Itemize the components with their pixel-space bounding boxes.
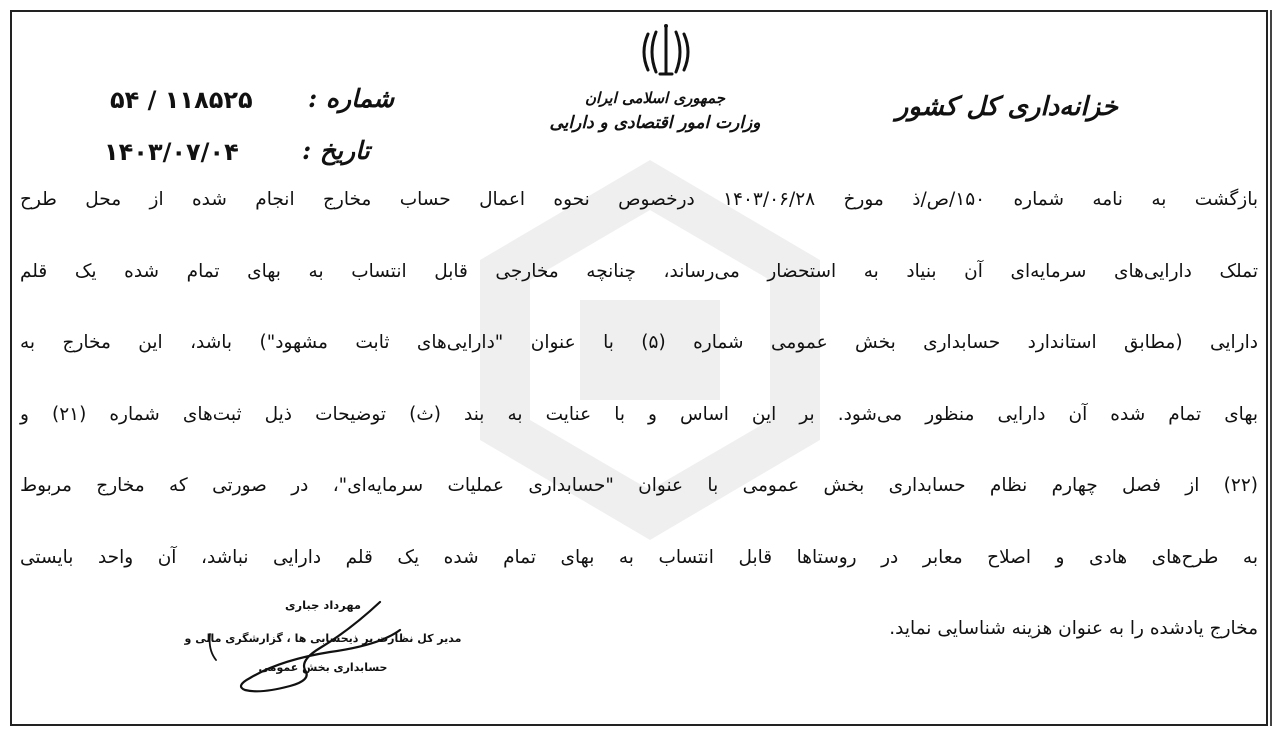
- republic-name: جمهوری اسلامی ایران: [584, 89, 726, 107]
- body-line: به طرح‌های هادی و اصلاح معابر در روستاها قابل انتساب به بهای تمام شده یک قلم دارایی نباشد، آن واحد بایستی: [20, 546, 1258, 568]
- body-line: بهای تمام شده آن دارایی منظور می‌شود. بر این اساس و با عنایت به بند (ث) توضیحات ذیل ثبت‌های شماره (۲۱) و: [20, 403, 1258, 425]
- body-line: دارایی (مطابق استاندارد حسابداری بخش عمومی شماره (۵) با عنوان "دارایی‌های ثابت مشهود") باشد، این مخارج به: [20, 332, 1258, 353]
- body-line: مخارج یادشده را به عنوان هزینه شناسایی نماید.: [889, 618, 1258, 639]
- iran-emblem-icon: [636, 22, 696, 82]
- document-edge: [1270, 10, 1272, 726]
- ministry-name: وزارت امور اقتصادی و دارایی: [549, 113, 761, 133]
- signatory-name: مهرداد جباری: [284, 598, 362, 612]
- body-line: بازگشت به نامه شماره ۱۵۰/ص/ذ مورخ ۱۴۰۳/۰۶/۲۸ درخصوص نحوه اعمال حساب مخارج انجام شده از محل طرح: [20, 189, 1258, 210]
- ministry-header: [520, 86, 790, 136]
- letter-date: ۱۴۰۳/۰۷/۰۴: [104, 138, 239, 166]
- signatory-title-continued: حسابداری بخش عمومی: [258, 661, 388, 674]
- date-label: تاریخ :: [302, 136, 370, 165]
- signatory-title: مدیر کل نظارت بر ذیحسابی ها ، گزارشگری مالی و: [184, 632, 462, 645]
- number-label: شماره :: [308, 84, 395, 113]
- organization-title: خزانه‌داری کل کشور: [895, 92, 1118, 122]
- body-line: تملک دارایی‌های سرمایه‌ای آن بنیاد به استحضار می‌رساند، چنانچه مخارجی قابل انتساب به بهای تمام شده یک قلم: [20, 260, 1258, 282]
- letter-number: ۵۴ / ۱۱۸۵۲۵: [110, 86, 253, 114]
- body-line: (۲۲) از فصل چهارم نظام حسابداری بخش عمومی با عنوان "حسابداری عملیات سرمایه‌ای"، در صورتی که مخارج مربوط: [20, 475, 1258, 496]
